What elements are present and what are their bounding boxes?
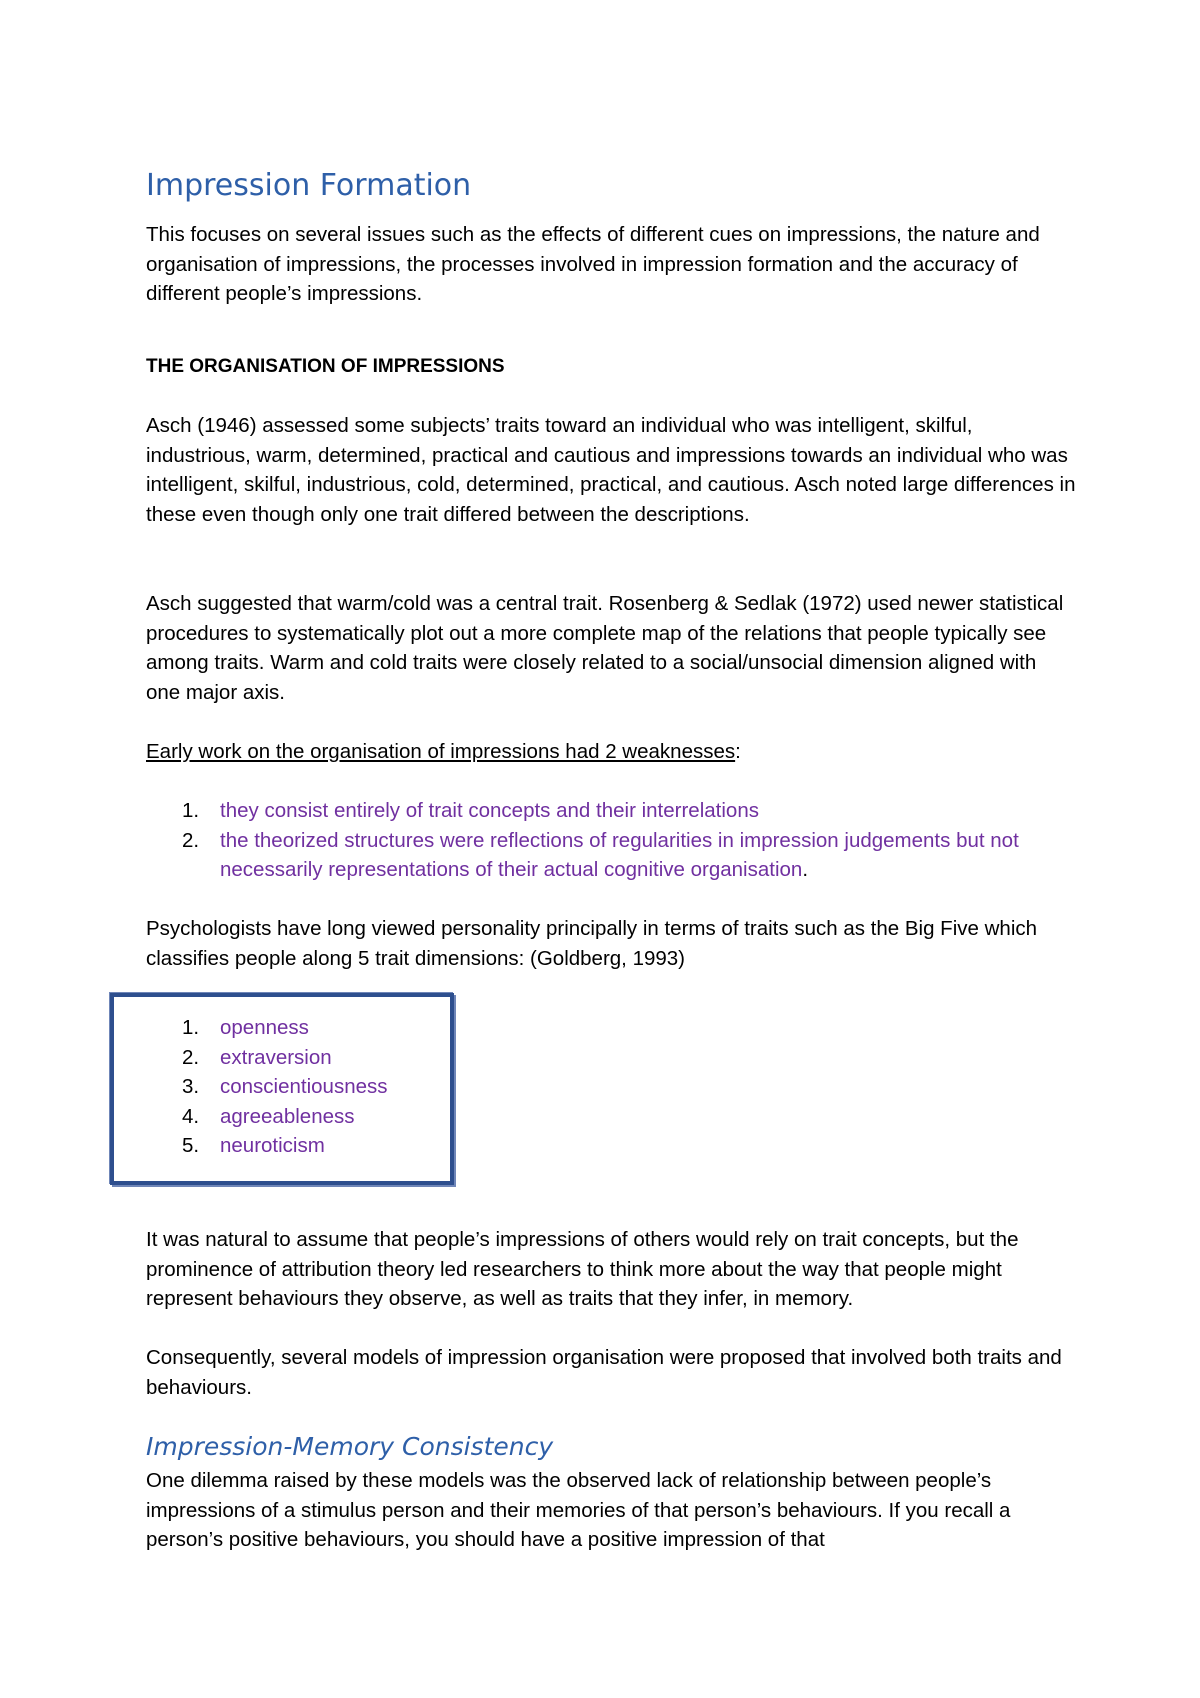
asch-1946-paragraph: Asch (1946) assessed some subjects’ traits toward an individual who was intelligent, skilful, industrious, warm, determined, practical and cautious and impressions towards an individual who was intelligent, skilful, industrious, cold, determined, practical, and cautious. Asch noted large differences in these even though only one trait differed between the descriptions. [146,414,1076,526]
list-item [146,1131,388,1161]
weaknesses-colon: : [735,740,741,763]
consequently-paragraph: Consequently, several models of impression organisation were proposed that involved both traits and behaviours. [146,1346,1062,1399]
attribution-paragraph: It was natural to assume that people’s impressions of others would rely on trait concepts, but the prominence of attribution theory led researchers to think more about the way that people might represent behaviours they observe, as well as traits that they infer, in memory. [146,1228,1019,1311]
list-item-number: 4. [182,1104,200,1128]
list-item-text: agreeableness [220,1104,355,1128]
list-item-text: they consist entirely of trait concepts and their interrelations [220,799,759,822]
list-item-number: 2. [182,1045,200,1069]
list-item [146,796,1076,826]
central-trait-paragraph: Asch suggested that warm/cold was a central trait. Rosenberg & Sedlak (1972) used newer statistical procedures to systematically plot out a more complete map of the relations that people typically see among traits. Warm and cold traits were closely related to a social/unsocial dimension aligned with one major axis. [146,592,1064,704]
list-item-text: openness [220,1016,309,1039]
list-item-number: 5. [182,1134,200,1158]
list-item-text: extraversion [220,1045,332,1069]
list-item-number: 3. [182,1075,200,1099]
list-item-number: 1. [182,799,200,822]
weaknesses-intro [146,737,1076,767]
list-item-text: conscientiousness [220,1075,388,1099]
weaknesses-label: Early work on the organisation of impressions had 2 weaknesses [146,740,736,763]
list-item-text: neuroticism [220,1134,325,1158]
list-item-number: 1. [182,1016,200,1039]
weaknesses-list [146,796,1076,885]
dilemma-paragraph: One dilemma raised by these models was the observed lack of relationship between people’s impressions of a stimulus person and their memories of that person’s behaviours. If you recall a person’s positive behaviours, you should have a positive impression of that [146,1469,1011,1552]
list-item [146,1102,388,1132]
list-item-suffix: . [802,858,809,882]
list-item [146,1013,388,1043]
list-item-text: the theorized structures were reflections of regularities in impression judgements but not necessarily representations of their actual cognitive organisation [220,828,1019,882]
list-item [146,1072,388,1102]
list-item [146,1043,388,1073]
intro-paragraph: This focuses on several issues such as the effects of different cues on impressions, the nature and organisation of impressions, the processes involved in impression formation and the accuracy of different people’s impressions. [146,223,1040,306]
section-heading: THE ORGANISATION OF IMPRESSIONS [146,356,505,377]
big-five-paragraph: Psychologists have long viewed personality principally in terms of traits such as the Big Five which classifies people along 5 trait dimensions: (Goldberg, 1993) [146,917,1038,970]
impression-memory-heading: Impression-Memory Consistency [146,1432,554,1461]
list-item [146,826,1076,885]
list-item-number: 2. [182,828,200,852]
document-title: Impression Formation [146,168,472,203]
big-five-list [146,1013,388,1161]
